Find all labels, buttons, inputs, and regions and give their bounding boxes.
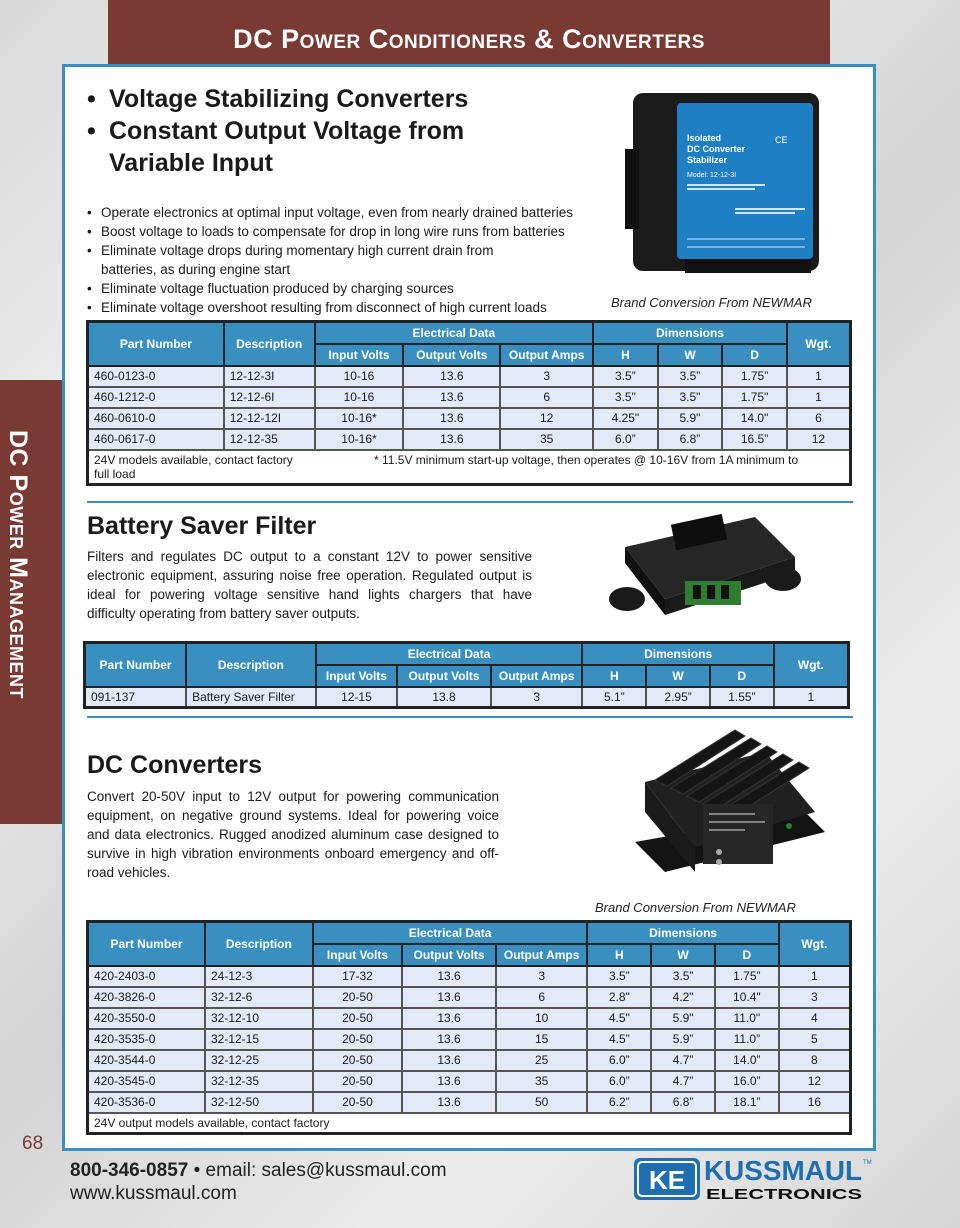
part-number-cell: 420-3550-0 <box>88 1008 205 1029</box>
brand-conversion-note: Brand Conversion From NEWMAR <box>595 900 796 915</box>
feature-bullet-continued: batteries, as during engine start <box>101 262 291 277</box>
weight-cell: 1 <box>787 387 851 408</box>
col-group-electrical: Electrical Data <box>313 922 588 944</box>
output-amps-cell: 25 <box>496 1050 588 1071</box>
description-cell: 32-12-50 <box>205 1092 313 1113</box>
part-number-cell: 420-2403-0 <box>88 966 205 987</box>
table-row <box>85 687 849 708</box>
depth-cell: 16.0” <box>715 1071 779 1092</box>
headline-bullet-continued: Variable Input <box>109 149 273 177</box>
phone-number: 800-346-0857 <box>70 1160 189 1181</box>
dc-converter-product-photo <box>625 722 845 892</box>
part-number-cell: 420-3545-0 <box>88 1071 205 1092</box>
height-cell: 6.0” <box>587 1050 651 1071</box>
col-output-amps: Output Amps <box>491 665 583 687</box>
website-link[interactable]: www.kussmaul.com <box>70 1183 237 1204</box>
description-cell: 32-12-10 <box>205 1008 313 1029</box>
output-volts-cell: 13.8 <box>397 687 491 708</box>
feature-bullets <box>87 203 607 317</box>
output-volts-cell: 13.6 <box>402 1071 496 1092</box>
page-title: DC Power Conditioners & Converters <box>233 24 705 54</box>
part-number-cell: 091-137 <box>85 687 187 708</box>
col-description: Description <box>205 922 313 966</box>
page-number: 68 <box>22 1133 44 1154</box>
col-output-volts: Output Volts <box>403 344 500 366</box>
depth-cell: 16.5” <box>722 429 787 450</box>
brand-conversion-note: Brand Conversion From NEWMAR <box>611 295 812 310</box>
depth-cell: 10.4" <box>715 987 779 1008</box>
output-volts-cell: 13.6 <box>403 408 500 429</box>
output-volts-cell: 13.6 <box>402 1008 496 1029</box>
col-h: H <box>593 344 658 366</box>
col-group-electrical: Electrical Data <box>315 322 594 344</box>
width-cell: 4.2" <box>651 987 715 1008</box>
output-amps-cell: 3 <box>500 366 593 387</box>
table-row <box>88 966 851 987</box>
output-amps-cell: 6 <box>496 987 588 1008</box>
col-input-volts: Input Volts <box>316 665 398 687</box>
note-continued: full load <box>94 466 136 481</box>
output-volts-cell: 13.6 <box>402 987 496 1008</box>
headline-bullet: • Constant Output Voltage from <box>87 115 468 147</box>
height-cell: 2.8" <box>587 987 651 1008</box>
output-amps-cell: 15 <box>496 1029 588 1050</box>
col-weight: Wgt. <box>774 643 849 687</box>
description-cell: 12-12-35 <box>224 429 315 450</box>
width-cell: 3.5" <box>658 387 723 408</box>
col-weight: Wgt. <box>779 922 851 966</box>
weight-cell: 1 <box>779 966 851 987</box>
kussmaul-logo <box>634 1154 870 1202</box>
part-number-cell: 460-1212-0 <box>88 387 224 408</box>
col-part-number: Part Number <box>88 922 205 966</box>
logo-tm: TM <box>863 1160 872 1166</box>
col-output-volts: Output Volts <box>402 944 496 966</box>
table-row <box>88 1008 851 1029</box>
part-number-cell: 420-3544-0 <box>88 1050 205 1071</box>
description-cell: 12-12-3I <box>224 366 315 387</box>
input-volts-cell: 20-50 <box>313 1008 403 1029</box>
depth-cell: 11.0" <box>715 1008 779 1029</box>
section-title-dc-converters: DC Converters <box>87 751 263 779</box>
height-cell: 3.5” <box>587 966 651 987</box>
table-row <box>88 408 851 429</box>
input-volts-cell: 10-16* <box>315 408 404 429</box>
weight-cell: 1 <box>787 366 851 387</box>
col-d: D <box>710 665 774 687</box>
ce-mark-icon: CE <box>775 135 788 145</box>
width-cell: 5.9" <box>651 1008 715 1029</box>
dc-converters-description: Convert 20-50V input to 12V output for powering communication equipment, on negative ground systems. Ideal for powering voice and data electronics. Rugged anodized aluminum case designed to survive in high vibration environments onboard emergency and off-road vehicles. <box>87 789 499 880</box>
table-note <box>88 450 851 485</box>
output-volts-cell: 13.6 <box>402 1092 496 1113</box>
logo-name: KUSSMAUL <box>704 1155 862 1186</box>
part-number-cell: 460-0610-0 <box>88 408 224 429</box>
photo-label-line2: DC Converter <box>687 144 746 154</box>
dc-converter-spec-table <box>86 920 852 1135</box>
input-volts-cell: 20-50 <box>313 1092 403 1113</box>
weight-cell: 6 <box>787 408 851 429</box>
col-w: W <box>658 344 723 366</box>
table-row <box>88 387 851 408</box>
col-output-volts: Output Volts <box>397 665 491 687</box>
col-description: Description <box>224 322 315 366</box>
height-cell: 6.0” <box>587 1071 651 1092</box>
height-cell: 3.5” <box>593 366 658 387</box>
description-cell: Battery Saver Filter <box>186 687 316 708</box>
col-group-dimensions: Dimensions <box>582 643 773 665</box>
stabilizer-product-photo <box>625 89 825 279</box>
feature-bullet: • Eliminate voltage drops during momentary high current drain from <box>87 241 607 260</box>
col-part-number: Part Number <box>88 322 224 366</box>
depth-cell: 11.0” <box>715 1029 779 1050</box>
width-cell: 4.7” <box>651 1071 715 1092</box>
weight-cell: 12 <box>779 1071 851 1092</box>
col-w: W <box>651 944 715 966</box>
output-amps-cell: 12 <box>500 408 593 429</box>
depth-cell: 1.75” <box>722 366 787 387</box>
photo-label-line3: Stabilizer <box>687 155 728 165</box>
col-h: H <box>582 665 646 687</box>
height-cell: 4.5" <box>587 1008 651 1029</box>
description-cell: 24-12-3 <box>205 966 313 987</box>
depth-cell: 1.75” <box>715 966 779 987</box>
depth-cell: 18.1” <box>715 1092 779 1113</box>
output-volts-cell: 13.6 <box>402 1050 496 1071</box>
width-cell: 4.7” <box>651 1050 715 1071</box>
input-volts-cell: 17-32 <box>313 966 403 987</box>
photo-label-line1: Isolated <box>687 133 722 143</box>
feature-bullet: • Boost voltage to loads to compensate for drop in long wire runs from batteries <box>87 222 607 241</box>
output-amps-cell: 35 <box>496 1071 588 1092</box>
output-volts-cell: 13.6 <box>403 366 500 387</box>
table-row <box>88 1071 851 1092</box>
content-panel <box>62 64 876 1151</box>
section-title-battery-saver: Battery Saver Filter <box>87 512 317 540</box>
width-cell: 3.5” <box>651 966 715 987</box>
feature-bullet: • Eliminate voltage overshoot resulting from disconnect of high current loads <box>87 298 607 317</box>
input-volts-cell: 10-16 <box>315 366 404 387</box>
depth-cell: 14.0” <box>715 1050 779 1071</box>
width-cell: 6.8” <box>658 429 723 450</box>
feature-bullet: • Eliminate voltage fluctuation produced by charging sources <box>87 279 607 298</box>
weight-cell: 1 <box>774 687 849 708</box>
col-output-amps: Output Amps <box>500 344 593 366</box>
weight-cell: 16 <box>779 1092 851 1113</box>
output-amps-cell: 35 <box>500 429 593 450</box>
col-input-volts: Input Volts <box>315 344 404 366</box>
width-cell: 3.5” <box>658 366 723 387</box>
description-cell: 12-12-12I <box>224 408 315 429</box>
input-volts-cell: 12-15 <box>316 687 398 708</box>
table-row <box>88 987 851 1008</box>
note-left: 24V models available, contact factory <box>94 452 293 467</box>
headline-bullets <box>87 83 468 179</box>
output-amps-cell: 3 <box>496 966 588 987</box>
col-group-electrical: Electrical Data <box>316 643 583 665</box>
input-volts-cell: 10-16* <box>315 429 404 450</box>
part-number-cell: 420-3826-0 <box>88 987 205 1008</box>
weight-cell: 12 <box>787 429 851 450</box>
input-volts-cell: 10-16 <box>315 387 404 408</box>
table-row <box>88 429 851 450</box>
height-cell: 4.25" <box>593 408 658 429</box>
col-output-amps: Output Amps <box>496 944 588 966</box>
logo-mark: KE <box>648 1165 686 1195</box>
email-link[interactable]: email: sales@kussmaul.com <box>205 1160 447 1181</box>
section-divider <box>87 501 853 503</box>
width-cell: 5.9” <box>651 1029 715 1050</box>
col-group-dimensions: Dimensions <box>587 922 778 944</box>
weight-cell: 5 <box>779 1029 851 1050</box>
height-cell: 6.2” <box>587 1092 651 1113</box>
input-volts-cell: 20-50 <box>313 987 403 1008</box>
table-note: 24V output models available, contact factory <box>88 1113 851 1134</box>
weight-cell: 4 <box>779 1008 851 1029</box>
col-d: D <box>722 344 787 366</box>
feature-bullet: • Operate electronics at optimal input voltage, even from nearly drained batteries <box>87 203 607 222</box>
stabilizer-spec-table <box>86 320 852 486</box>
battery-saver-product-photo <box>605 507 805 627</box>
height-cell: 5.1” <box>582 687 646 708</box>
output-volts-cell: 13.6 <box>403 429 500 450</box>
input-volts-cell: 20-50 <box>313 1071 403 1092</box>
description-cell: 12-12-6I <box>224 387 315 408</box>
table-row <box>88 1092 851 1113</box>
weight-cell: 3 <box>779 987 851 1008</box>
width-cell: 2.95” <box>646 687 710 708</box>
table-row <box>88 366 851 387</box>
part-number-cell: 460-0123-0 <box>88 366 224 387</box>
output-volts-cell: 13.6 <box>402 966 496 987</box>
part-number-cell: 420-3535-0 <box>88 1029 205 1050</box>
output-volts-cell: 13.6 <box>402 1029 496 1050</box>
col-weight: Wgt. <box>787 322 851 366</box>
battery-saver-description: Filters and regulates DC output to a constant 12V to power sensitive electronic equipment, assuring noise free operation. Regulated output is ideal for powering voltage sensitive hand lights chargers that have difficulty operating from battery saver outputs. <box>87 549 532 621</box>
height-cell: 4.5” <box>587 1029 651 1050</box>
col-d: D <box>715 944 779 966</box>
col-input-volts: Input Volts <box>313 944 403 966</box>
width-cell: 6.8” <box>651 1092 715 1113</box>
height-cell: 6.0” <box>593 429 658 450</box>
footer-contact <box>70 1160 447 1182</box>
side-section-label: DC Power Management <box>4 430 32 699</box>
output-amps-cell: 6 <box>500 387 593 408</box>
output-amps-cell: 10 <box>496 1008 588 1029</box>
depth-cell: 14.0" <box>722 408 787 429</box>
battery-saver-spec-table <box>83 641 850 709</box>
width-cell: 5.9" <box>658 408 723 429</box>
input-volts-cell: 20-50 <box>313 1029 403 1050</box>
separator: • <box>188 1160 206 1181</box>
col-h: H <box>587 944 651 966</box>
depth-cell: 1.75" <box>722 387 787 408</box>
section-divider <box>87 716 853 718</box>
input-volts-cell: 20-50 <box>313 1050 403 1071</box>
description-cell: 32-12-25 <box>205 1050 313 1071</box>
output-amps-cell: 3 <box>491 687 583 708</box>
table-row <box>88 1029 851 1050</box>
note-right: * 11.5V minimum start-up voltage, then operates @ 10-16V from 1A minimum to <box>374 452 799 467</box>
headline-bullet: • Voltage Stabilizing Converters <box>87 83 468 115</box>
col-w: W <box>646 665 710 687</box>
description-cell: 32-12-35 <box>205 1071 313 1092</box>
weight-cell: 8 <box>779 1050 851 1071</box>
col-group-dimensions: Dimensions <box>593 322 787 344</box>
part-number-cell: 460-0617-0 <box>88 429 224 450</box>
part-number-cell: 420-3536-0 <box>88 1092 205 1113</box>
photo-label-model: Model: 12-12-3I <box>687 172 737 179</box>
logo-sub: ELECTRONICS <box>706 1186 862 1203</box>
description-cell: 32-12-15 <box>205 1029 313 1050</box>
output-amps-cell: 50 <box>496 1092 588 1113</box>
height-cell: 3.5" <box>593 387 658 408</box>
description-cell: 32-12-6 <box>205 987 313 1008</box>
depth-cell: 1.55” <box>710 687 774 708</box>
table-row <box>88 1050 851 1071</box>
output-volts-cell: 13.6 <box>403 387 500 408</box>
col-part-number: Part Number <box>85 643 187 687</box>
col-description: Description <box>186 643 316 687</box>
